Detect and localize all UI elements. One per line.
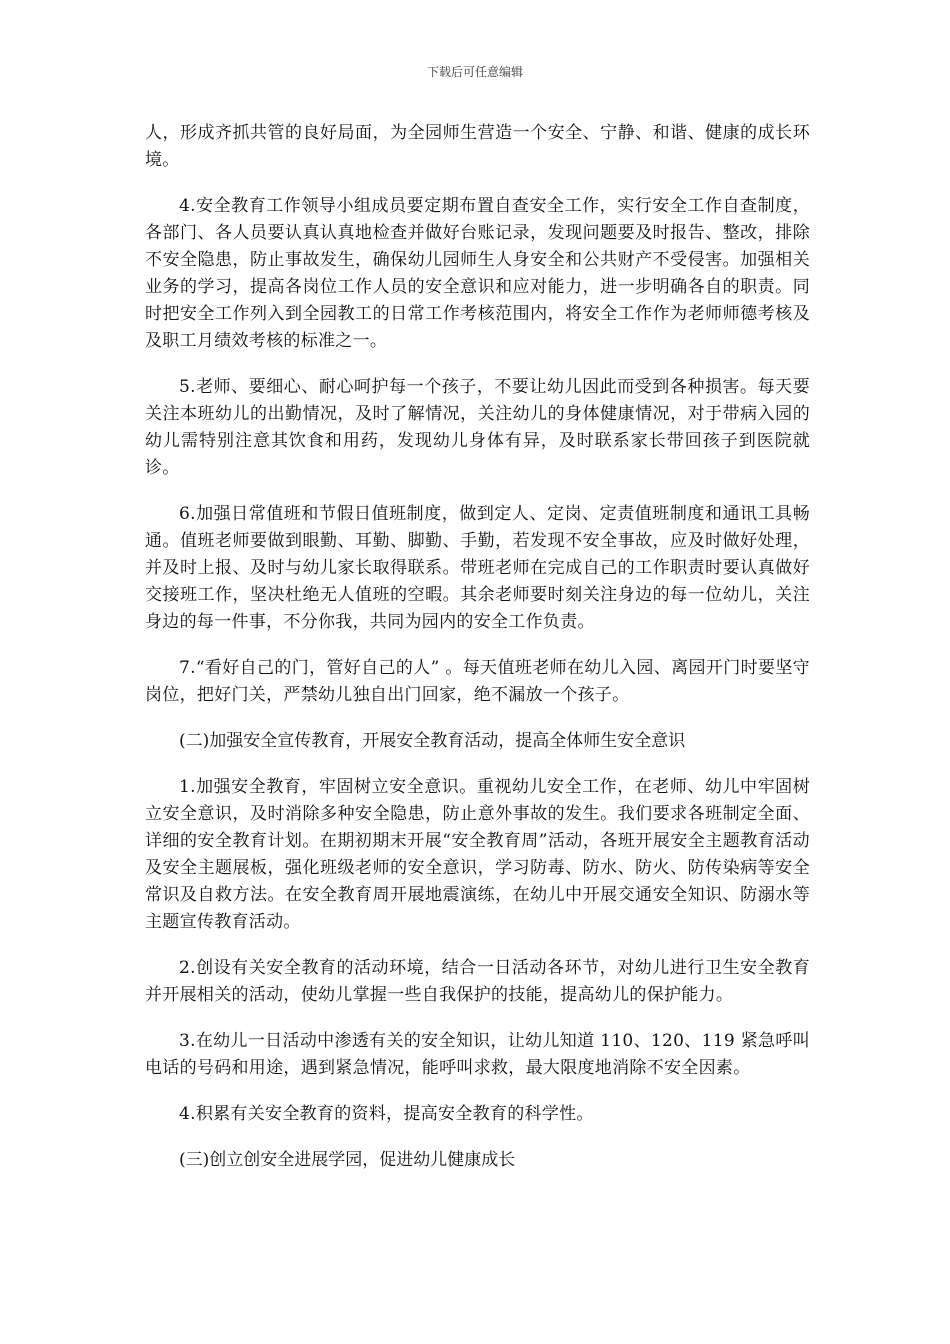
section-heading-3: (三)创立创安全进展学园，促进幼儿健康成长 <box>179 1150 516 1170</box>
paragraph-item-6: 6.加强日常值班和节假日值班制度，做到定人、定岗、定责值班制度和通讯工具畅通。值班老师要做到眼勤、耳勤、脚勤、手勤，若发现不安全事故，应及时做好处理，并及时上报、及时与幼儿家长取得联系。带班老师在完成自己的工作职责时要认真做好交接班工作，坚决杜绝无人值班的空暇。其余老师要时刻关注身边的每一位幼儿，关注身边的每一件事，不分你我，共同为园内的安全工作负责。 <box>145 504 810 632</box>
document-body <box>145 120 810 1193</box>
page-header: 下载后可任意编辑 <box>426 65 523 79</box>
paragraph-continuation: 人，形成齐抓共管的良好局面，为全园师生营造一个安全、宁静、和谐、健康的成长环境。 <box>145 123 810 170</box>
paragraph-item-5: 5.老师、要细心、耐心呵护每一个孩子，不要让幼儿因此而受到各种损害。每天要关注本班幼儿的出勤情况，及时了解情况，关注幼儿的身体健康情况，对于带病入园的幼儿需特别注意其饮食和用药，发现幼儿身体有异，及时联系家长带回孩子到医院就诊。 <box>145 377 810 478</box>
section-heading-2: (二)加强安全宣传教育，开展安全教育活动，提高全体师生安全意识 <box>179 731 686 751</box>
paragraph-subitem-4: 4.积累有关安全教育的资料，提高安全教育的科学性。 <box>179 1104 594 1124</box>
paragraph-subitem-3: 3.在幼儿一日活动中渗透有关的安全知识，让幼儿知道 110、120、119 紧急呼叫电话的号码和用途，遇到紧急情况，能呼叫求救，最大限度地消除不安全因素。 <box>145 1031 810 1078</box>
paragraph-subitem-1: 1.加强安全教育，牢固树立安全意识。重视幼儿安全工作，在老师、幼儿中牢固树立安全意识，及时消除多种安全隐患，防止意外事故的发生。我们要求各班制定全面、详细的安全教育计划。在期初期末开展“安全教育周”活动，各班开展安全主题教育活动及安全主题展板，强化班级老师的安全意识，学习防毒、防水、防火、防传染病等安全常识及自救方法。在安全教育周开展地震演练，在幼儿中开展交通安全知识、防溺水等主题宣传教育活动。 <box>145 777 810 932</box>
paragraph-subitem-2: 2.创设有关安全教育的活动环境，结合一日活动各环节，对幼儿进行卫生安全教育并开展相关的活动，使幼儿掌握一些自我保护的技能，提高幼儿的保护能力。 <box>145 958 810 1005</box>
paragraph-item-4: 4.安全教育工作领导小组成员要定期布置自查安全工作，实行安全工作自查制度，各部门、各人员要认真认真地检查并做好台账记录，发现问题要及时报告、整改，排除不安全隐患，防止事故发生，确保幼儿园师生人身安全和公共财产不受侵害。加强相关业务的学习，提高各岗位工作人员的安全意识和应对能力，进一步明确各自的职责。同时把安全工作列入到全园教工的日常工作考核范围内，将安全工作作为老师师德考核及及职工月绩效考核的标准之一。 <box>145 196 810 351</box>
paragraph-item-7: 7.“看好自己的门，管好自己的人” 。每天值班老师在幼儿入园、离园开门时要坚守岗位，把好门关，严禁幼儿独自出门回家，绝不漏放一个孩子。 <box>145 658 810 705</box>
